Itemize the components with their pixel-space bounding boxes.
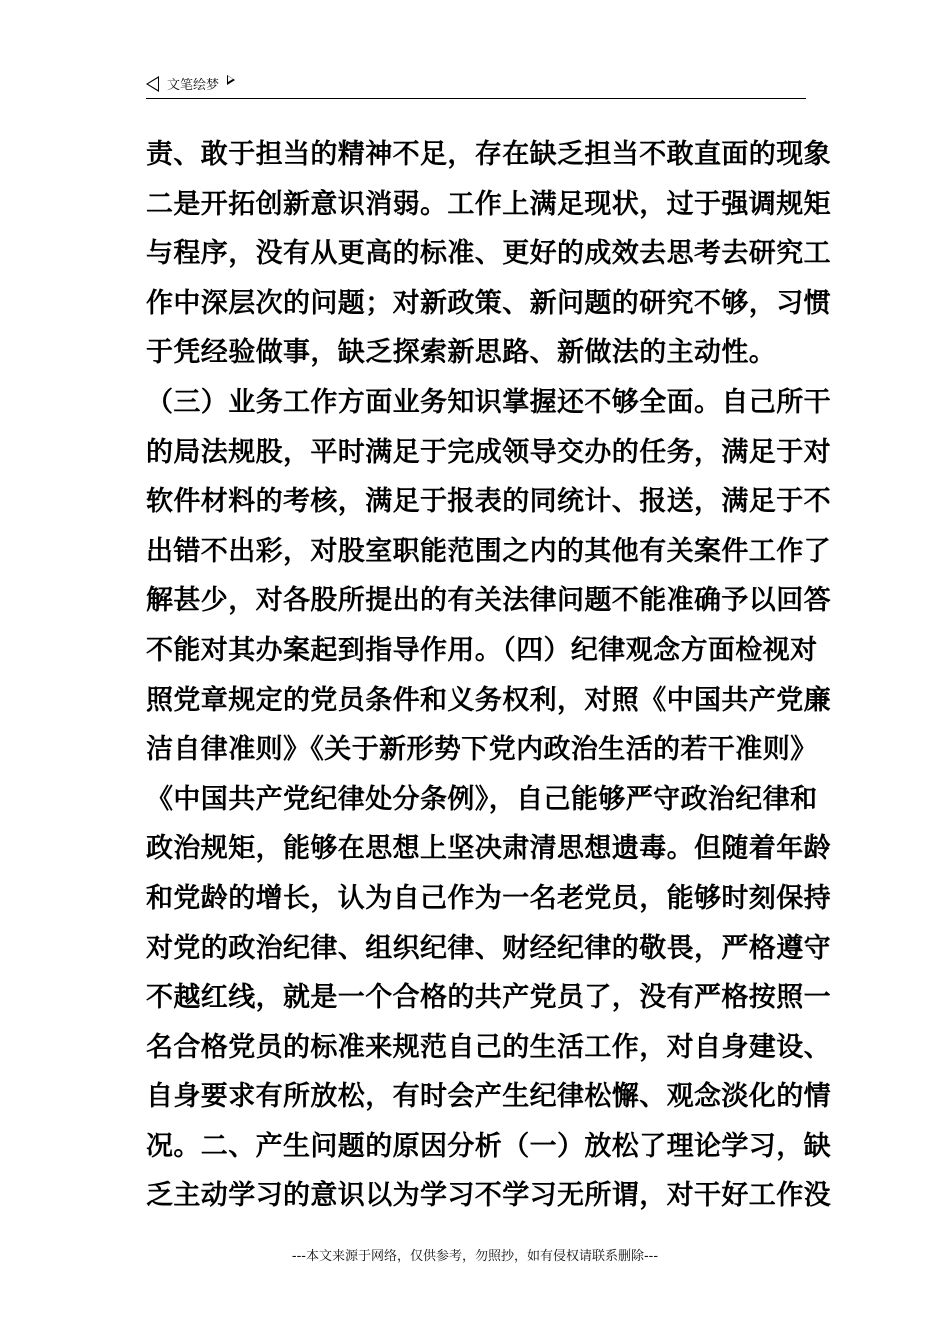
header-brand <box>146 74 235 93</box>
left-triangle-icon <box>146 76 159 92</box>
page-footer: ---本文来源于网络，仅供参考，勿照抄，如有侵权请联系删除--- <box>291 1249 659 1264</box>
body-line: 《中国共产党纪律处分条例》，自己能够严守政治纪律和 <box>146 783 818 815</box>
body-line: 于凭经验做事，缺乏探索新思路、新做法的主动性。 <box>146 337 777 369</box>
body-line: 与程序，没有从更高的标准、更好的成效去思考去研究工 <box>146 238 831 270</box>
body-line: 自身要求有所放松，有时会产生纪律松懈、观念淡化的情 <box>146 1081 831 1113</box>
body-line: 况。二、产生问题的原因分析（一）放松了理论学习，缺 <box>146 1130 831 1162</box>
body-line: 对党的政治纪律、组织纪律、财经纪律的敬畏，严格遵守 <box>146 932 831 964</box>
header-title: 文笔绘梦 <box>167 78 220 93</box>
body-line: 的局法规股，平时满足于完成领导交办的任务，满足于对 <box>146 436 831 468</box>
body-line: 出错不出彩，对股室职能范围之内的其他有关案件工作了 <box>146 535 831 567</box>
right-triangle-icon <box>227 75 235 85</box>
body-line: 解甚少，对各股所提出的有关法律问题不能准确予以回答 <box>146 585 831 617</box>
body-line: 作中深层次的问题；对新政策、新问题的研究不够，习惯 <box>146 287 831 319</box>
page-header <box>146 72 806 99</box>
body-line: 乏主动学习的意识以为学习不学习无所谓，对干好工作没 <box>146 1180 831 1212</box>
body-line: 政治规矩，能够在思想上坚决肃清思想遗毒。但随着年龄 <box>146 833 831 865</box>
body-line: 名合格党员的标准来规范自己的生活工作，对自身建设、 <box>146 1031 831 1063</box>
body-line: 责、敢于担当的精神不足，存在缺乏担当不敢直面的现象 <box>146 139 831 170</box>
document-body <box>146 130 831 1221</box>
body-line: （三）业务工作方面业务知识掌握还不够全面。自己所干 <box>146 386 831 418</box>
body-line: 软件材料的考核，满足于报表的同统计、报送，满足于不 <box>146 486 831 518</box>
body-line: 不能对其办案起到指导作用。（四）纪律观念方面检视对 <box>146 634 818 666</box>
body-line: 和党龄的增长，认为自己作为一名老党员，能够时刻保持 <box>146 882 831 914</box>
body-line: 二是开拓创新意识消弱。工作上满足现状，过于强调规矩 <box>146 188 831 220</box>
body-line: 照党章规定的党员条件和义务权利，对照《中国共产党廉 <box>146 684 831 716</box>
body-line: 洁自律准则》《关于新形势下党内政治生活的若干准则》 <box>146 734 818 766</box>
body-line: 不越红线，就是一个合格的共产党员了，没有严格按照一 <box>146 982 831 1014</box>
